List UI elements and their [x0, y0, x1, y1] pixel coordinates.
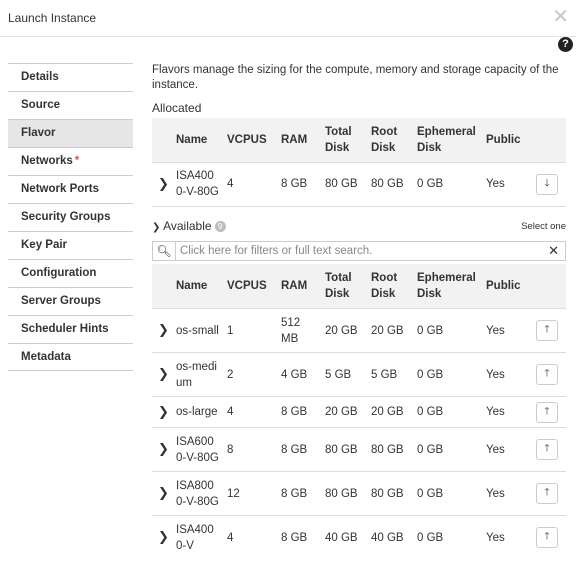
- cell-vcpus: 2: [223, 353, 277, 397]
- cell-vcpus: 4: [223, 162, 277, 206]
- chevron-right-icon[interactable]: ❯: [158, 403, 169, 419]
- available-label: Available: [163, 218, 212, 233]
- cell-name: ISA4000-V-80G: [172, 162, 223, 206]
- col-vcpus: VCPUS: [223, 264, 277, 309]
- close-icon[interactable]: ✕: [552, 6, 569, 28]
- cell-root-disk: 20 GB: [367, 309, 413, 353]
- col-ephemeral-disk: Ephemeral Disk: [413, 118, 482, 162]
- table-row: [152, 516, 566, 560]
- col-total-disk: Total Disk: [321, 264, 367, 309]
- cell-total-disk: 20 GB: [321, 397, 367, 428]
- allocated-table: [152, 118, 566, 207]
- cell-public: Yes: [482, 428, 532, 472]
- wizard-sidebar: [8, 63, 133, 371]
- table-row: [152, 428, 566, 472]
- col-ram: RAM: [277, 118, 321, 162]
- help-icon[interactable]: ?: [558, 37, 573, 52]
- cell-public: Yes: [482, 353, 532, 397]
- dialog-header: [0, 0, 576, 37]
- cell-total-disk: 80 GB: [321, 162, 367, 206]
- cell-ephemeral: 0 GB: [413, 516, 482, 560]
- col-vcpus: VCPUS: [223, 118, 277, 162]
- cell-total-disk: 40 GB: [321, 516, 367, 560]
- cell-name: ISA8000-V-80G: [172, 472, 223, 516]
- table-row: [152, 309, 566, 353]
- cell-total-disk: 5 GB: [321, 353, 367, 397]
- available-header-row: [152, 264, 566, 309]
- sidebar-item-source[interactable]: Source: [8, 91, 133, 119]
- cell-root-disk: 40 GB: [367, 516, 413, 560]
- sidebar-item-key-pair[interactable]: Key Pair: [8, 231, 133, 259]
- col-ephemeral-disk: Ephemeral Disk: [413, 264, 482, 309]
- available-count-badge: 9: [215, 221, 226, 232]
- sidebar-item-scheduler-hints[interactable]: Scheduler Hints: [8, 315, 133, 343]
- filter-search-bar: [152, 241, 566, 261]
- cell-name: ISA4000-V: [172, 516, 223, 560]
- chevron-down-icon[interactable]: ❯: [152, 221, 161, 233]
- table-row: [152, 472, 566, 516]
- col-root-disk: Root Disk: [367, 264, 413, 309]
- cell-ram: 4 GB: [277, 353, 321, 397]
- cell-vcpus: 1: [223, 309, 277, 353]
- cell-ephemeral: 0 GB: [413, 353, 482, 397]
- chevron-right-icon[interactable]: ❯: [158, 529, 169, 545]
- cell-public: Yes: [482, 397, 532, 428]
- allocated-header-row: [152, 118, 566, 162]
- search-icon: 🔍︎: [153, 242, 176, 260]
- cell-total-disk: 80 GB: [321, 428, 367, 472]
- cell-root-disk: 80 GB: [367, 472, 413, 516]
- col-name: Name: [172, 264, 223, 309]
- cell-ephemeral: 0 GB: [413, 162, 482, 206]
- cell-root-disk: 80 GB: [367, 428, 413, 472]
- allocate-button[interactable]: 🡑: [536, 320, 558, 341]
- cell-total-disk: 20 GB: [321, 309, 367, 353]
- cell-ephemeral: 0 GB: [413, 428, 482, 472]
- col-root-disk: Root Disk: [367, 118, 413, 162]
- cell-ram: 8 GB: [277, 428, 321, 472]
- clear-icon[interactable]: ✕: [548, 242, 559, 258]
- table-row: [152, 162, 566, 206]
- cell-ram: 512 MB: [277, 309, 321, 353]
- chevron-right-icon[interactable]: ❯: [158, 366, 169, 381]
- cell-total-disk: 80 GB: [321, 472, 367, 516]
- cell-ephemeral: 0 GB: [413, 309, 482, 353]
- allocate-button[interactable]: 🡑: [536, 483, 558, 504]
- cell-ram: 8 GB: [277, 516, 321, 560]
- cell-public: Yes: [482, 472, 532, 516]
- chevron-right-icon[interactable]: ❯: [158, 322, 169, 337]
- allocate-button[interactable]: 🡑: [536, 527, 558, 548]
- cell-public: Yes: [482, 309, 532, 353]
- search-input[interactable]: [177, 243, 523, 259]
- col-total-disk: Total Disk: [321, 118, 367, 162]
- sidebar-item-networks[interactable]: Networks *: [8, 147, 133, 175]
- chevron-right-icon[interactable]: ❯: [158, 441, 169, 456]
- cell-root-disk: 5 GB: [367, 353, 413, 397]
- cell-ephemeral: 0 GB: [413, 397, 482, 428]
- flavor-panel: [152, 63, 566, 560]
- cell-ephemeral: 0 GB: [413, 472, 482, 516]
- cell-name: os-small: [172, 309, 223, 353]
- available-header: [152, 219, 566, 235]
- chevron-right-icon[interactable]: ❯: [158, 485, 169, 500]
- cell-vcpus: 8: [223, 428, 277, 472]
- col-public: Public: [482, 264, 532, 309]
- cell-vcpus: 12: [223, 472, 277, 516]
- cell-public: Yes: [482, 162, 532, 206]
- cell-ram: 8 GB: [277, 472, 321, 516]
- dialog-title: Launch Instance: [8, 11, 97, 25]
- available-table: [152, 264, 566, 560]
- sidebar-item-configuration[interactable]: Configuration: [8, 259, 133, 287]
- cell-public: Yes: [482, 516, 532, 560]
- table-row: [152, 397, 566, 428]
- sidebar-item-network-ports[interactable]: Network Ports: [8, 175, 133, 203]
- sidebar-item-flavor[interactable]: Flavor: [8, 119, 133, 147]
- col-public: Public: [482, 118, 532, 162]
- sidebar-item-details[interactable]: Details: [8, 63, 133, 91]
- cell-root-disk: 20 GB: [367, 397, 413, 428]
- table-row: [152, 353, 566, 397]
- allocate-button[interactable]: 🡑: [536, 439, 558, 460]
- cell-vcpus: 4: [223, 516, 277, 560]
- select-one-hint: Select one: [521, 220, 566, 232]
- col-name: Name: [172, 118, 223, 162]
- available-rows: [152, 309, 566, 560]
- cell-name: ISA6000-V-80G: [172, 428, 223, 472]
- sidebar-item-metadata[interactable]: Metadata: [8, 343, 133, 371]
- sidebar-item-security-groups[interactable]: Security Groups: [8, 203, 133, 231]
- allocate-button[interactable]: 🡑: [536, 364, 558, 385]
- cell-ram: 8 GB: [277, 397, 321, 428]
- cell-root-disk: 80 GB: [367, 162, 413, 206]
- flavor-description: Flavors manage the sizing for the compute, memory and storage capacity of the instance.: [152, 64, 559, 91]
- cell-name: os-large: [172, 397, 223, 428]
- required-marker: *: [74, 155, 80, 167]
- cell-vcpus: 4: [223, 397, 277, 428]
- sidebar-item-server-groups[interactable]: Server Groups: [8, 287, 133, 315]
- allocated-label: Allocated: [152, 101, 202, 115]
- cell-ram: 8 GB: [277, 162, 321, 206]
- deallocate-button[interactable]: 🡓: [536, 174, 558, 195]
- cell-name: os-medium: [172, 353, 223, 397]
- col-ram: RAM: [277, 264, 321, 309]
- allocate-button[interactable]: 🡑: [536, 402, 558, 423]
- chevron-right-icon[interactable]: ❯: [158, 175, 169, 191]
